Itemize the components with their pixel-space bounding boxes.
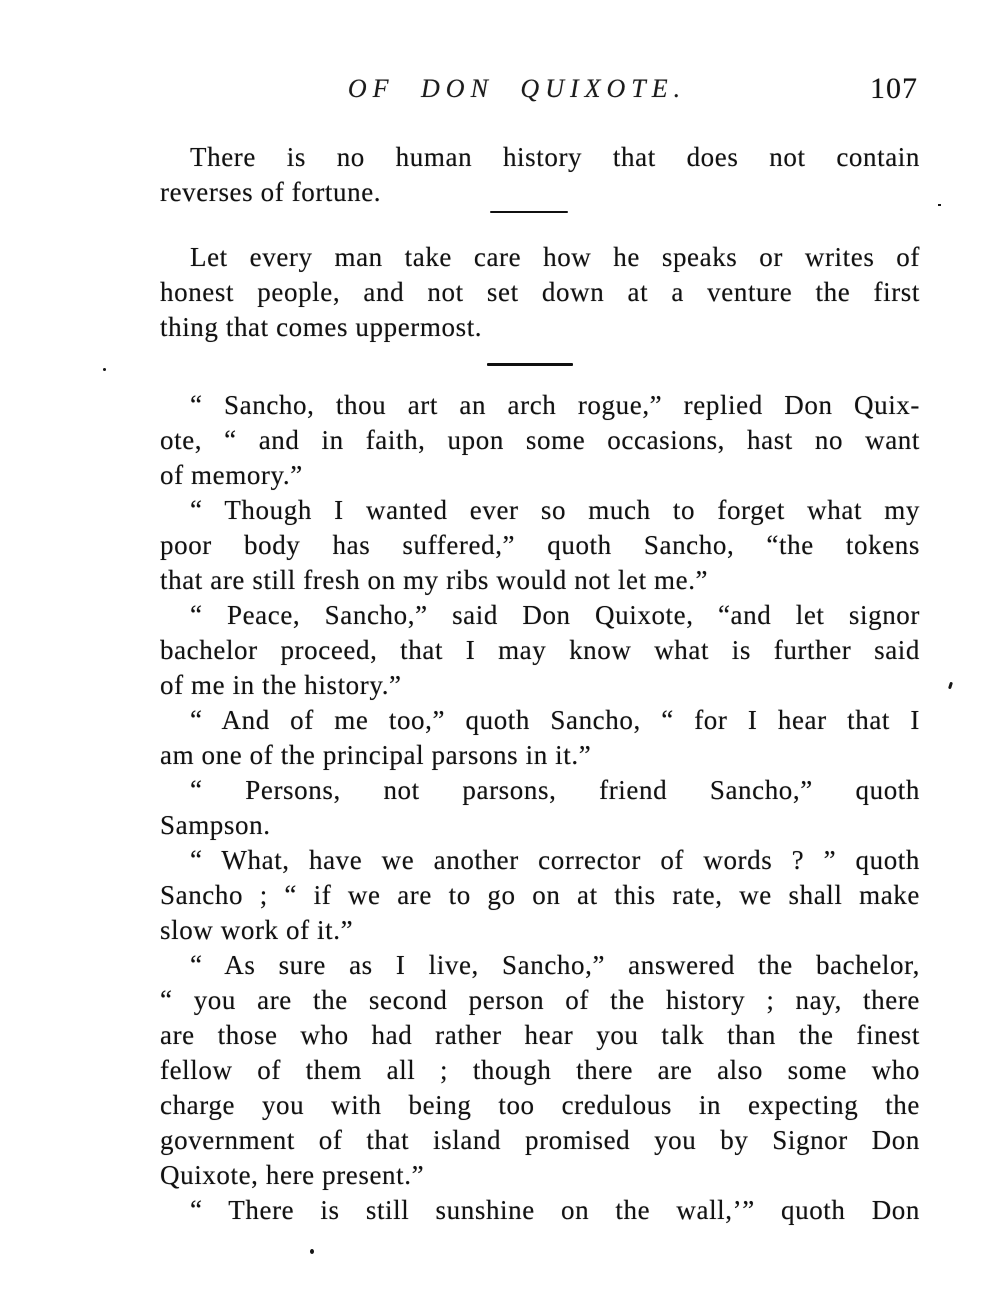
page-title: OF DON QUIXOTE. — [347, 74, 687, 103]
text-line: are those who had rather hear you talk than the finest — [160, 1020, 920, 1050]
paragraph-6 — [160, 703, 920, 773]
paragraph-2 — [160, 240, 920, 345]
text-line: “ Peace, Sancho,” said Don Quixote, “and let signor — [190, 600, 920, 630]
text-line: Let every man take care how he speaks or writes of — [190, 242, 920, 272]
text-line: There is no human history that does not contain — [190, 142, 920, 172]
text-line: slow work of it.” — [160, 915, 354, 945]
text-line: Quixote, here present.” — [160, 1160, 425, 1190]
text-line: “ Though I wanted ever so much to forget what my — [190, 495, 920, 525]
paragraph-1 — [160, 140, 920, 210]
paragraph-3 — [160, 388, 920, 493]
running-header — [160, 72, 920, 108]
paragraph-5 — [160, 598, 920, 703]
text-line: of me in the history.” — [160, 670, 402, 700]
text-line: “ What, have we another corrector of words ? ” quoth — [190, 845, 920, 875]
text-line: “ As sure as I live, Sancho,” answered the bachelor, — [190, 950, 920, 980]
page-number: 107 — [870, 72, 918, 105]
text-line: Sampson. — [160, 810, 271, 840]
section-divider — [490, 211, 568, 213]
scan-speck — [948, 682, 953, 690]
text-line: poor body has suffered,” quoth Sancho, “the tokens — [160, 530, 920, 560]
text-line: thing that comes uppermost. — [160, 312, 483, 342]
text-line: ote, “ and in faith, upon some occasions, hast no want — [160, 425, 920, 455]
paragraph-7 — [160, 773, 920, 843]
text-line: charge you with being too credulous in expecting the — [160, 1090, 920, 1120]
paragraph-8 — [160, 843, 920, 948]
scan-speck — [103, 368, 106, 371]
paragraph-4 — [160, 493, 920, 598]
text-line: honest people, and not set down at a venture the first — [160, 277, 920, 307]
text-line: “ you are the second person of the history ; nay, there — [160, 985, 920, 1015]
text-line: government of that island promised you by Signor Don — [160, 1125, 920, 1155]
scan-speck — [938, 204, 941, 206]
text-line: bachelor proceed, that I may know what is further said — [160, 635, 920, 665]
text-line: “ Sancho, thou art an arch rogue,” replied Don Quix- — [190, 390, 920, 420]
text-line: fellow of them all ; though there are also some who — [160, 1055, 920, 1085]
paragraph-10 — [160, 1193, 920, 1228]
text-line: “ There is still sunshine on the wall,’” quoth Don — [190, 1195, 920, 1225]
text-line: Sancho ; “ if we are to go on at this rate, we shall make — [160, 880, 920, 910]
paragraph-9 — [160, 948, 920, 1193]
text-line: “ And of me too,” quoth Sancho, “ for I hear that I — [190, 705, 920, 735]
text-line: reverses of fortune. — [160, 177, 382, 207]
text-line: of memory.” — [160, 460, 303, 490]
text-line: that are still fresh on my ribs would not let me.” — [160, 565, 709, 595]
text-line: “ Persons, not parsons, friend Sancho,” quoth — [190, 775, 920, 805]
scan-speck — [310, 1249, 314, 1254]
text-block — [160, 140, 920, 1228]
section-divider — [487, 363, 573, 366]
text-line: am one of the principal parsons in it.” — [160, 740, 592, 770]
